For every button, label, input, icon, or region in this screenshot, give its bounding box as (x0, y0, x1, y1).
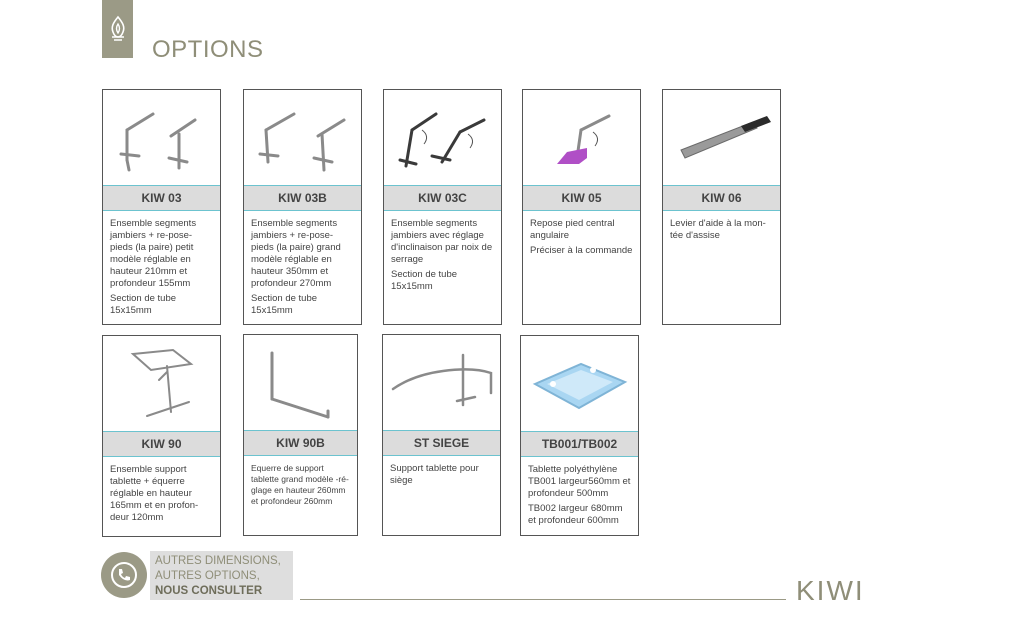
contact-line: AUTRES DIMENSIONS, (155, 555, 281, 567)
product-code: ST SIEGE (383, 430, 500, 456)
product-code: TB001/TB002 (521, 431, 638, 457)
leg-rest-large-image (244, 90, 361, 185)
brand-logo (102, 0, 133, 58)
product-description: Equerre de support tablette grand modèle -ré-glage en hauteur 260mm et profondeur 260mm (251, 463, 349, 506)
product-code: KIW 05 (523, 185, 640, 211)
phone-icon (101, 552, 147, 598)
product-code: KIW 03C (384, 185, 501, 211)
leg-rest-small-image (103, 90, 220, 185)
product-description: Tablette polyéthylène TB001 largeur560mm et profondeur 500mm TB002 largeur 680mm et profondeur 600mm (528, 464, 631, 526)
product-code: KIW 03 (103, 185, 220, 211)
product-code: KIW 06 (663, 185, 780, 211)
product-description: Ensemble segments jambiers + re-pose-pieds (la paire) grand modèle réglable en hauteur 350mm et profondeur 270mm Section de tube 15x15mm (251, 218, 341, 316)
product-card-kiw05 (522, 89, 641, 325)
footer-divider (300, 599, 786, 600)
flame-logo-icon (107, 15, 129, 43)
product-line-name: KIWI (796, 575, 865, 606)
product-card-st-siege (382, 334, 501, 536)
product-code: KIW 90B (244, 430, 357, 456)
contact-line: AUTRES OPTIONS, (155, 570, 260, 582)
contact-line: NOUS CONSULTER (155, 585, 263, 597)
product-code: KIW 03B (244, 185, 361, 211)
product-description: Support tablette pour siège (390, 463, 479, 486)
leg-rest-tilt-image (384, 90, 501, 185)
contact-note (150, 551, 293, 600)
product-description: Ensemble support tablette + équerre réglable en hauteur 165mm et en profon-deur 120mm (110, 464, 199, 523)
product-description: Ensemble segments jambiers avec réglage d'inclinaison par noix de serrage Section de tube 15x15mm (391, 218, 493, 292)
product-card-kiw03 (102, 89, 221, 325)
product-description: Ensemble segments jambiers + re-pose-pieds (la paire) petit modèle réglable en hauteur 210mm et profondeur 155mm Section de tube 15x15mm (110, 218, 197, 316)
central-footrest-image (523, 90, 640, 185)
product-card-tb001-tb002 (520, 335, 639, 536)
product-card-kiw90b (243, 334, 358, 536)
product-description: Levier d'aide à la mon-tée d'assise (670, 218, 766, 241)
seat-tablet-support-image (383, 335, 500, 430)
product-card-kiw03b (243, 89, 362, 325)
product-card-kiw06 (662, 89, 781, 325)
product-code: KIW 90 (103, 431, 220, 457)
product-card-kiw90 (102, 335, 221, 537)
tablet-tray-image (521, 336, 638, 431)
page-title: OPTIONS (152, 36, 264, 63)
product-card-kiw03c (383, 89, 502, 325)
seat-lever-image (663, 90, 780, 185)
product-description: Repose pied central angulaire Préciser à la commande (530, 218, 633, 256)
large-bracket-image (244, 335, 357, 430)
tablet-support-image (103, 336, 220, 431)
